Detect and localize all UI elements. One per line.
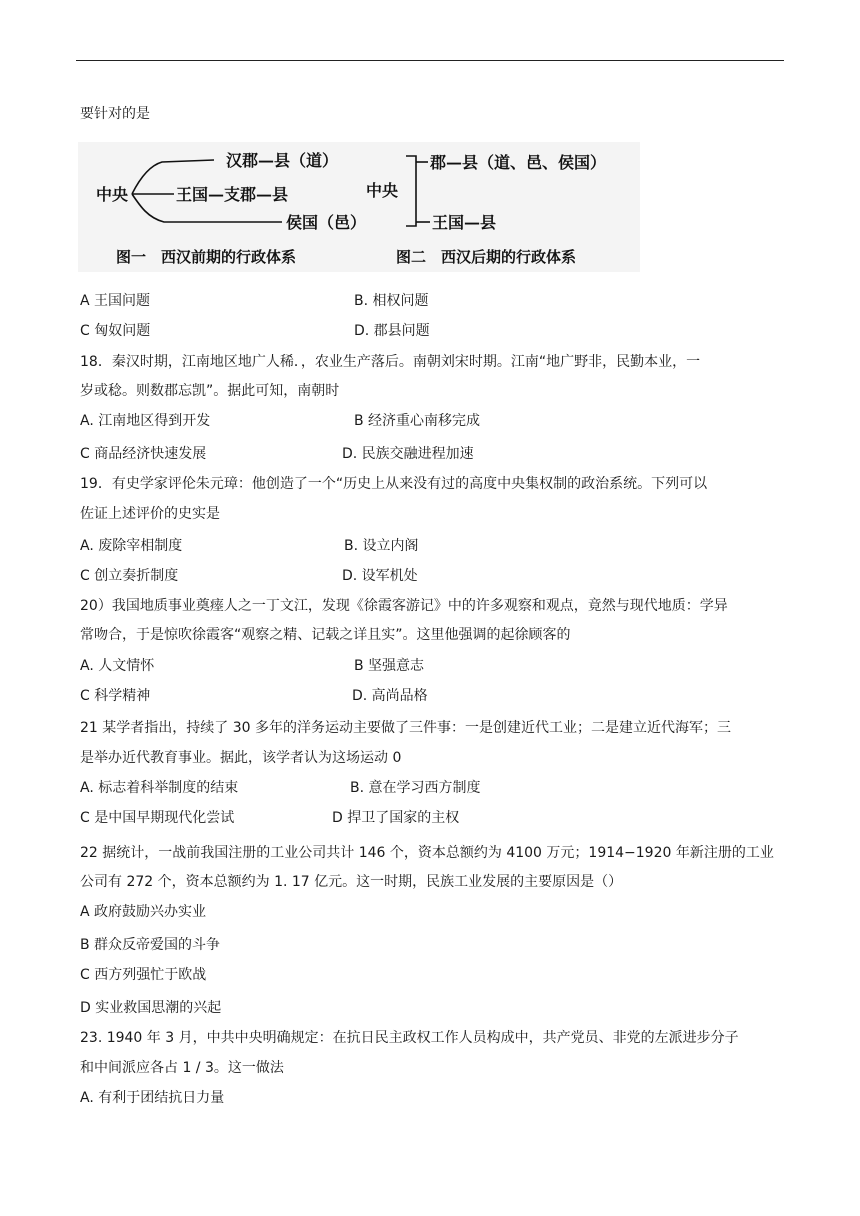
q19-stem-line2: 佐证上述评价的史实是 [80, 506, 220, 522]
q22-option-a: A 政府鼓励兴办实业 [80, 904, 207, 920]
q18-option-c: C 商品经济快速发展 [80, 446, 207, 462]
q19-stem-line1: 19．有史学家评伦朱元璋：他创造了一个“历史上从来没有过的高度中央集权制的政治系统。下列可以 [80, 476, 708, 492]
q17-option-a: A 王国问题 [80, 293, 151, 309]
q18-option-d: D. 民族交融进程加速 [342, 446, 474, 462]
q18-stem-line1: 18．秦汉时期，江南地区地广人稀．，农业生产落后。南朝刘宋时期。江南“地广野非，民勤本业，一 [80, 354, 701, 370]
q21-option-c: C 是中国早期现代化尝试 [80, 810, 235, 826]
q22-stem-line1: 22 据统计，一战前我国注册的工业公司共计 146 个，资本总额约为 4100 万元；1914−1920 年新注册的工业 [80, 845, 774, 861]
q22-option-b: B 群众反帝爱国的斗争 [80, 937, 221, 953]
q18-option-b: B 经济重心南移完成 [354, 413, 481, 429]
right-bracket-stem [406, 156, 416, 226]
q21-option-b: B. 意在学习西方制度 [350, 780, 481, 796]
q21-stem-line2: 是举办近代教育事业。据此，该学者认为这场运动 0 [80, 750, 402, 766]
q20-stem-line1: 20）我国地质事业奠瘗人之一丁文江，发现《徐霞客游记》中的许多观察和观点，竟然与现代地质：学异 [80, 598, 728, 614]
q21-stem-line1: 21 某学者指出，持续了 30 多年的洋务运动主要做了三件事：一是创建近代工业；二是建立近代海军；三 [80, 720, 731, 736]
q19-option-a: A. 废除宰相制度 [80, 538, 183, 554]
left-caption: 图一 西汉前期的行政体系 [116, 248, 297, 266]
q22-stem-line2: 公司有 272 个，资本总额约为 1. 17 亿元。这一时期，民族工业发展的主要原因是（） [80, 874, 623, 890]
q19-option-c: C 创立奏折制度 [80, 568, 179, 584]
q18-stem-line2: 岁或稔。则数郡忘凯”。据此可知，南朝时 [80, 383, 340, 399]
q17-option-b: B. 相权问题 [354, 293, 429, 309]
right-branch-1: 郡—县（道、邑、侯国） [430, 153, 607, 172]
q20-option-b: B 坚强意志 [354, 658, 425, 674]
q21-option-a: A. 标志着科举制度的结束 [80, 780, 239, 796]
q23-option-a: A. 有利于团结抗日力量 [80, 1090, 225, 1106]
right-branch-2: 王国—县 [432, 213, 497, 232]
q22-option-c: C 西方列强忙于欧战 [80, 967, 207, 983]
q22-option-d: D 实业救国思潮的兴起 [80, 1000, 222, 1016]
right-root: 中央 [366, 181, 399, 200]
q23-stem-line1: 23. 1940 年 3 月，中共中央明确规定：在抗日民主政权工作人员构成中，共产党员、非党的左派进步分子 [80, 1030, 739, 1046]
right-caption: 图二 西汉后期的行政体系 [396, 248, 577, 266]
q20-option-c: C 科学精神 [80, 688, 151, 704]
intro-text: 要针对的是 [80, 106, 150, 122]
q19-option-d: D. 设军机处 [342, 568, 418, 584]
left-branch-3: 侯国（邑） [286, 213, 367, 232]
figure-drawing [78, 142, 640, 272]
q17-option-d: D. 郡县问题 [354, 323, 430, 339]
q18-option-a: A. 江南地区得到开发 [80, 413, 211, 429]
q20-option-a: A. 人文情怀 [80, 658, 155, 674]
q17-option-c: C 匈奴问题 [80, 323, 151, 339]
q19-option-b: B. 设立内阁 [344, 538, 419, 554]
left-branch-2: 王国—支郡—县 [176, 185, 289, 204]
q20-stem-line2: 常吻合，于是惊吹徐霞客“观察之精、记载之详且实”。这里他强调的起徐顾客的 [80, 627, 571, 643]
administrative-system-figure [78, 142, 640, 272]
q20-option-d: D. 高尚品格 [352, 688, 428, 704]
q23-stem-line2: 和中间派应各占 1 / 3。这一做法 [80, 1060, 284, 1076]
left-root: 中央 [96, 185, 129, 204]
q21-option-d: D 捍卫了国家的主权 [332, 810, 460, 826]
left-branch-1: 汉郡—县（道） [226, 151, 339, 170]
header-rule [76, 60, 784, 61]
